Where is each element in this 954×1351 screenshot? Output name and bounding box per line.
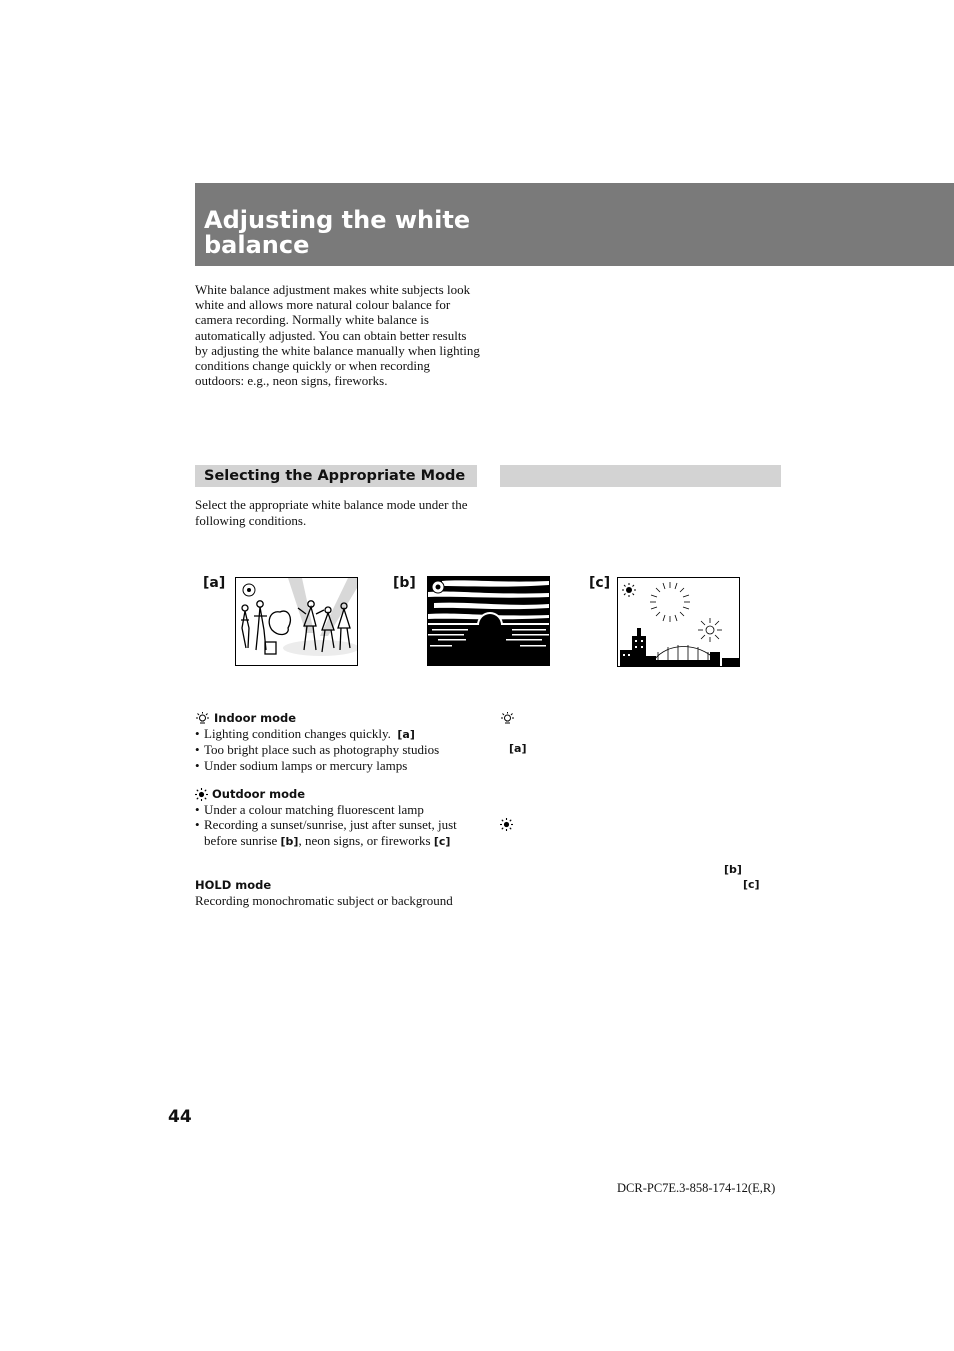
indoor-bulb-icon: [500, 712, 515, 725]
figure-indoor-scene: [235, 577, 358, 666]
intro-paragraph: White balance adjustment makes white subjects look white and allows more natural colour balance for camera recording. Normally white balance is automatically adjusted. You can obtain better results by adjusting the white balance manually when lighting conditions change quickly or when recording outdoors: e.g., neon signs, fireworks.: [195, 282, 480, 389]
hold-mode-description: Recording monochromatic subject or background: [195, 893, 453, 909]
indoor-mode-block: [195, 711, 485, 773]
figure-label-b: [b]: [393, 575, 416, 591]
list-item: • Recording a sunset/sunrise, just after sunset, just before sunrise [b], neon signs, or fireworks [c]: [195, 817, 457, 848]
page-number: 44: [168, 1107, 192, 1127]
outdoor-mode-name: Outdoor mode: [212, 787, 306, 801]
indoor-ref-a: [a]: [397, 728, 415, 742]
page-title: Adjusting the white balance: [204, 206, 471, 259]
list-item: • Lighting condition changes quickly. [a]: [195, 726, 415, 742]
list-item: • Too bright place such as photography studios: [195, 742, 440, 758]
outdoor-mode-block: [195, 787, 485, 849]
indoor-scene-illustration: [236, 578, 357, 665]
figure-fireworks-scene: [617, 577, 740, 667]
outdoor-mode-heading: [195, 787, 485, 802]
sunset-scene-illustration: [428, 577, 549, 665]
figure-sunset-scene: [427, 576, 550, 666]
sun-icon: [195, 788, 208, 801]
section-title: Selecting the Appropriate Mode: [204, 468, 466, 484]
section-band-right: [500, 465, 781, 487]
outdoor-ref-c: [c]: [433, 834, 451, 848]
sun-icon: [500, 818, 513, 831]
outdoor-ref-b: [b]: [280, 834, 299, 848]
hold-mode-block: [195, 878, 485, 908]
indoor-mode-name: Indoor mode: [214, 711, 297, 725]
indoor-bulb-icon: [243, 584, 255, 596]
hold-mode-name: HOLD mode: [195, 878, 272, 892]
sun-icon: [622, 583, 636, 597]
section-intro: Select the appropriate white balance mode under the following conditions.: [195, 497, 468, 528]
indoor-mode-heading: [195, 711, 485, 726]
sun-icon: [432, 581, 444, 593]
list-item: • Under a colour matching fluorescent lamp: [195, 802, 424, 818]
list-item: • Under sodium lamps or mercury lamps: [195, 757, 408, 773]
fireworks-scene-illustration: [618, 578, 739, 666]
indoor-bulb-icon: [195, 712, 210, 725]
right-ref-c: [c]: [743, 878, 760, 891]
figure-label-c: [c]: [589, 575, 611, 591]
figure-label-a: [a]: [203, 575, 226, 591]
right-ref-b: [b]: [724, 863, 742, 876]
document-code: DCR-PC7E.3-858-174-12(E,R): [617, 1181, 776, 1195]
right-ref-a: [a]: [509, 742, 527, 755]
